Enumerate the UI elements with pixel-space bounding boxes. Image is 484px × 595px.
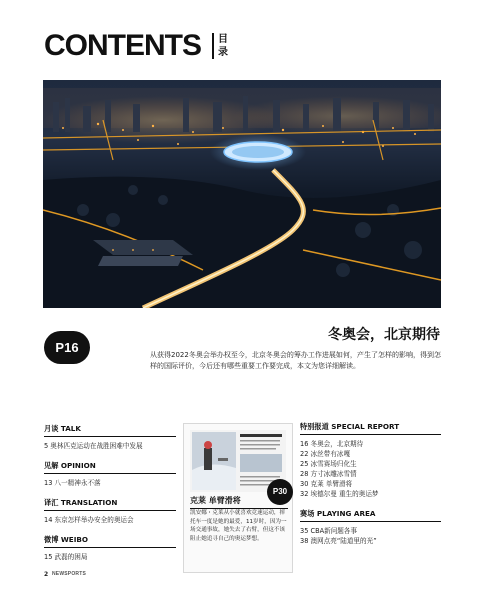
- toc-entry[interactable]: 5 奥林匹克运动在战胜困难中发展: [44, 442, 143, 450]
- toc-entry[interactable]: 38 澳网点亮“陆道里的光”: [300, 537, 377, 545]
- toc-entry[interactable]: 13 八一精神永不落: [44, 479, 101, 487]
- card-description: 凯安娜・克莱从小就喜欢竞速运动，摔托车一度是她的最爱，11岁时，因为一场交通事故，她失去了右臂，但这不该阻止她追寻自己的奥运梦想。: [190, 510, 287, 542]
- toc-left-column: [44, 424, 176, 572]
- toc-entry[interactable]: 35 CBA新问题各事: [300, 527, 358, 535]
- card-title: 克莱 单臂滑将: [190, 495, 288, 509]
- page-number: 2: [44, 571, 49, 578]
- toc-entry[interactable]: 15 武磊的困局: [44, 553, 88, 561]
- toc-section-translation: [44, 498, 176, 525]
- section-heading: 月谈 TALK: [44, 424, 176, 437]
- toc-entry[interactable]: 16 冬奥会，北京期待: [300, 440, 364, 448]
- toc-entry[interactable]: 22 冰丝带有冰嘎: [300, 450, 351, 458]
- toc-right-column: [300, 422, 441, 556]
- toc-entry[interactable]: 28 方寸冰雕冰雪情: [300, 470, 357, 478]
- magazine-name: NEWSPORTS: [52, 571, 87, 577]
- section-heading: 译汇 TRANSLATION: [44, 498, 176, 511]
- toc-section-opinion: [44, 461, 176, 488]
- toc-section-special-report: [300, 422, 441, 499]
- toc-entry[interactable]: 32 埃德尔曼 重生的奥运梦: [300, 490, 379, 498]
- section-heading: 赛场 PLAYING AREA: [300, 509, 441, 522]
- contents-heading: CONTENTS: [44, 29, 201, 62]
- toc-entry[interactable]: 14 东京怎样举办安全的奥运会: [44, 516, 134, 524]
- toc-entry[interactable]: 30 克莱 单臂滑将: [300, 480, 353, 488]
- hero-photo-beijing-night: [43, 80, 441, 308]
- toc-section-talk: [44, 424, 176, 451]
- feature-description: 从获得2022冬奥会举办权至今，北京冬奥会的筹办工作进展如何，产生了怎样的影响，得到怎样的国际评价，今后还有哪些重要工作要完成，本文为您详细解读。: [150, 351, 441, 370]
- toc-section-playing-area: [300, 509, 441, 546]
- feature-title[interactable]: 冬奥会，北京期待: [328, 327, 440, 343]
- toc-entry[interactable]: 25 冰雪赛场归化生: [300, 460, 357, 468]
- toc-section-weibo: [44, 535, 176, 562]
- contents-heading-cn: 目录: [212, 33, 228, 59]
- feature-page-badge[interactable]: P16: [44, 331, 90, 364]
- feature-card-clay[interactable]: [183, 423, 293, 573]
- night-city-illustration: [43, 80, 441, 308]
- section-heading: 微博 WEIBO: [44, 535, 176, 548]
- card-page-badge[interactable]: P30: [267, 479, 293, 505]
- section-heading: 特别报道 SPECIAL REPORT: [300, 422, 441, 435]
- section-heading: 见解 OPINION: [44, 461, 176, 474]
